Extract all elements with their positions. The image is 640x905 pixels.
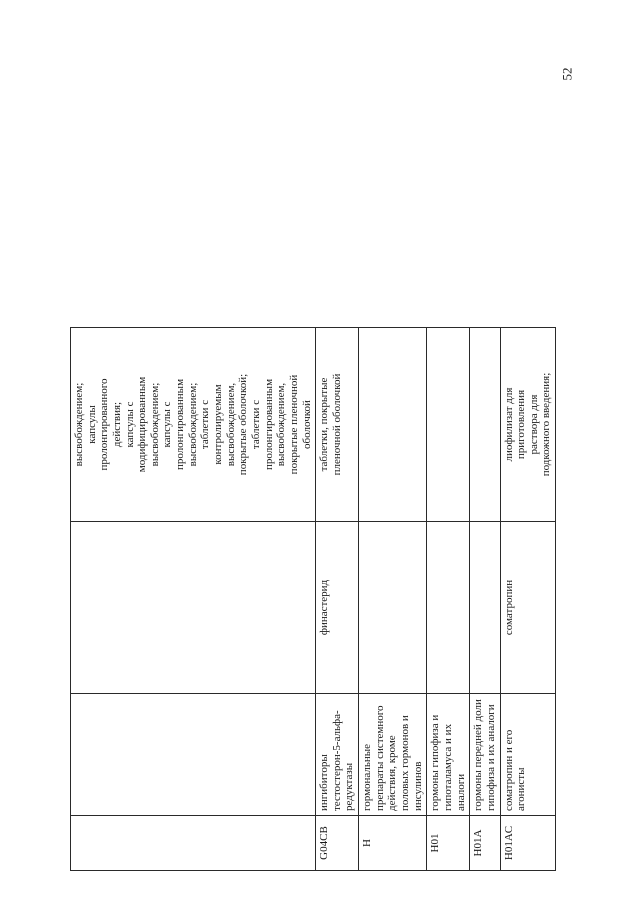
dosage-form-line: капсулы — [85, 405, 98, 444]
group-name-cell: гормоны гипофиза и гипоталамуса и их аналоги — [427, 694, 470, 816]
dosage-form-line: покрытые оболочкой; — [237, 373, 250, 476]
dosage-form-line: капсулы с — [123, 401, 136, 448]
table-row — [316, 328, 359, 871]
inn-cell — [71, 522, 316, 694]
dosage-form-cell — [470, 328, 500, 522]
dosage-form-line: пленочной оболочкой — [330, 373, 343, 476]
dosage-form-line: лиофилизат для — [502, 387, 515, 462]
dosage-form-line: пролонгированным — [174, 378, 187, 471]
dosage-form-line: высвобождением; — [148, 382, 161, 467]
dosage-form-line: высвобождением; — [73, 382, 85, 467]
dosage-form-line: таблетки с — [199, 399, 212, 450]
dosage-form-line: пролонгированного — [98, 378, 111, 471]
dosage-form-line: таблетки, покрытые — [318, 377, 331, 472]
dosage-form-line: оболочкой — [300, 400, 313, 449]
dosage-form-line: таблетки с — [249, 399, 262, 450]
dosage-form-cell — [359, 328, 427, 522]
inn-cell — [359, 522, 427, 694]
atc-code-cell: H01 — [427, 816, 470, 871]
dosage-form-cell — [316, 328, 359, 522]
dosage-form-cell — [500, 328, 556, 522]
group-name-cell: гормоны передней доли гипофиза и их аналоги — [470, 694, 500, 816]
table-row — [500, 328, 556, 871]
table-row — [470, 328, 500, 871]
dosage-form-line: модифицированным — [136, 376, 149, 473]
dosage-form-line: пролонгированным — [262, 378, 275, 471]
group-name-cell: ингибиторы тестостерон-5-альфа-редуктазы — [316, 694, 359, 816]
page-number: 52 — [559, 67, 575, 81]
inn-cell: соматропин — [500, 522, 556, 694]
inn-cell: финастерид — [316, 522, 359, 694]
atc-code-cell: H01AC — [500, 816, 556, 871]
inn-cell — [470, 522, 500, 694]
dosage-form-line: высвобождением, — [275, 382, 288, 467]
dosage-form-line: покрытые пленочной — [287, 374, 300, 475]
drug-table — [70, 327, 556, 871]
table-row — [427, 328, 470, 871]
dosage-form-line: подкожного введения; — [540, 372, 553, 477]
table-row — [359, 328, 427, 871]
dosage-form-line: контролируемым — [212, 384, 225, 465]
table-row — [71, 328, 316, 871]
dosage-form-line: раствора для — [527, 394, 540, 455]
dosage-form-line: приготовления — [515, 389, 528, 460]
dosage-form-line: капсулы с — [161, 401, 174, 448]
inn-cell — [427, 522, 470, 694]
dosage-form-cell — [427, 328, 470, 522]
dosage-form-line: высвобождением; — [186, 382, 199, 467]
dosage-form-line: действия; — [110, 401, 123, 448]
atc-code-cell: H01A — [470, 816, 500, 871]
dosage-form-cell — [71, 328, 316, 522]
atc-code-cell — [71, 816, 316, 871]
dosage-form-line: высвобождением, — [224, 382, 237, 467]
group-name-cell — [71, 694, 316, 816]
group-name-cell: гормональные препараты системного действия, кроме половых гормонов и инсулинов — [359, 694, 427, 816]
atc-code-cell: H — [359, 816, 427, 871]
atc-code-cell: G04CB — [316, 816, 359, 871]
group-name-cell: соматропин и его агонисты — [500, 694, 556, 816]
drug-table-rotated — [70, 328, 553, 871]
